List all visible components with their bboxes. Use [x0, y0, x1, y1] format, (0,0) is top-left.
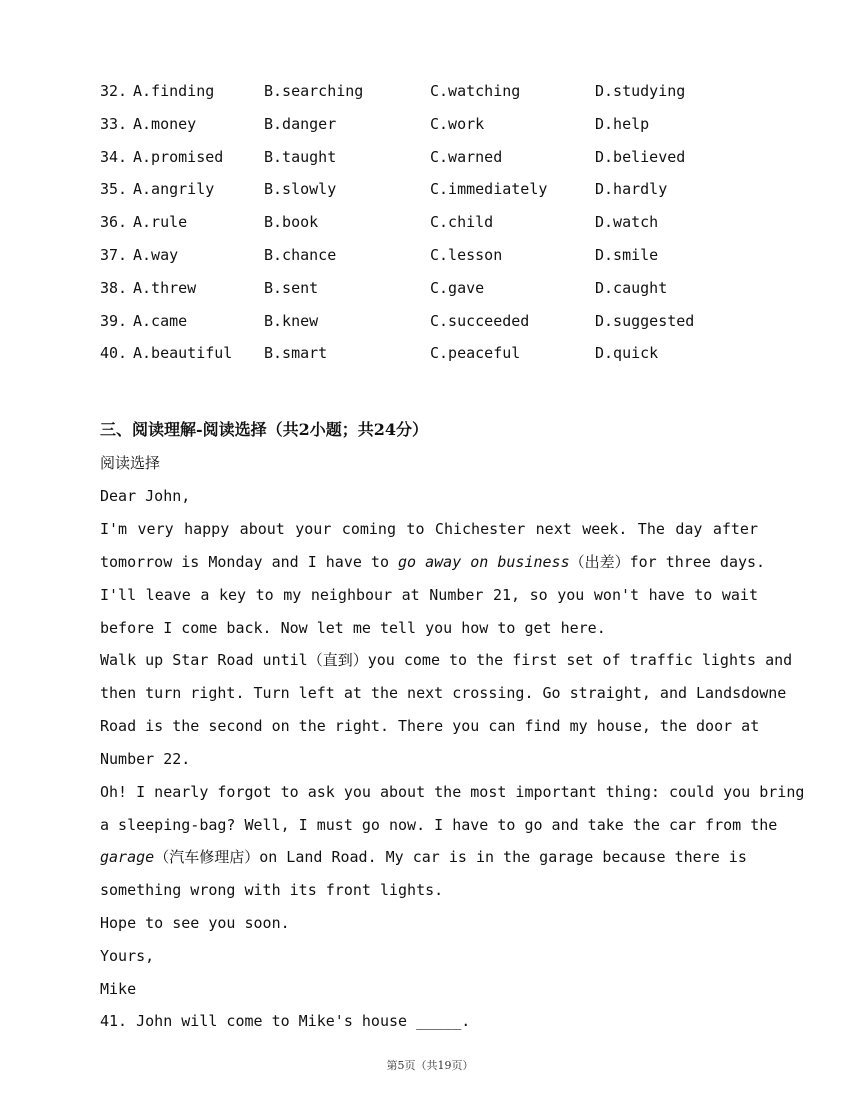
option-c: C.work: [430, 114, 485, 133]
letter-paragraph-3-line-4: something wrong with its front lights.: [100, 881, 444, 899]
option-row: [0, 210, 860, 234]
italic-phrase: go away on business: [398, 553, 570, 571]
option-c: C.peaceful: [430, 344, 521, 363]
option-a: A.threw: [133, 278, 197, 297]
option-a: A.money: [133, 114, 197, 133]
text: tomorrow is Monday and I have to: [100, 553, 399, 571]
option-a: A.way: [133, 246, 179, 264]
letter-paragraph-1-line-2: [100, 550, 780, 574]
option-b: B.taught: [264, 147, 337, 166]
option-row: [0, 177, 860, 201]
option-d: D.studying: [595, 82, 686, 100]
subheading: 阅读选择: [100, 454, 161, 472]
question-number: 37.: [100, 246, 128, 264]
chinese-gloss: （出差）: [569, 553, 630, 571]
letter-paragraph-3-line-2: a sleeping-bag? Well, I must go now. I have to go and take the car from the: [100, 816, 778, 834]
letter-paragraph-1-line-3: I'll leave a key to my neighbour at Number 21, so you won't have to wait: [100, 586, 758, 604]
option-d: D.hardly: [595, 180, 668, 199]
letter-signature: Mike: [100, 980, 137, 998]
letter-greeting: Dear John,: [100, 487, 191, 505]
option-d: D.believed: [595, 147, 686, 166]
option-c: C.watching: [430, 82, 521, 100]
letter-paragraph-3-line-1: Oh! I nearly forgot to ask you about the most important thing: could you bring: [100, 783, 805, 801]
letter-paragraph-1-line-1: I'm very happy about your coming to Chichester next week. The day after: [100, 520, 758, 538]
text: on Land Road. My car is in the garage because there is: [259, 848, 747, 866]
chinese-gloss: （直到）: [307, 651, 368, 669]
option-c: C.gave: [430, 278, 485, 297]
option-b: B.smart: [264, 344, 328, 363]
option-b: B.searching: [264, 82, 364, 100]
option-row: [0, 276, 860, 300]
option-a: A.beautiful: [133, 344, 233, 363]
option-d: D.watch: [595, 213, 659, 232]
option-b: B.slowly: [264, 180, 337, 199]
letter-valediction: Yours,: [100, 947, 155, 965]
letter-closing: Hope to see you soon.: [100, 914, 290, 932]
option-b: B.sent: [264, 278, 319, 297]
page-footer: 第5页（共19页）: [386, 1059, 474, 1072]
option-row: [0, 243, 860, 267]
letter-paragraph-2-line-4: Number 22.: [100, 750, 191, 768]
option-a: A.rule: [133, 213, 188, 232]
question-41: 41. John will come to Mike's house _____.: [100, 1012, 471, 1030]
section-heading: 三、阅读理解-阅读选择（共2小题；共24分）: [100, 420, 429, 439]
option-d: D.help: [595, 114, 650, 133]
option-b: B.book: [264, 213, 319, 232]
question-number: 40.: [100, 344, 128, 363]
question-number: 34.: [100, 147, 128, 166]
letter-paragraph-2-line-2: then turn right. Turn left at the next crossing. Go straight, and Landsdowne: [100, 684, 787, 702]
text: Walk up Star Road until: [100, 651, 308, 669]
question-number: 33.: [100, 114, 128, 133]
question-number: 38.: [100, 278, 128, 297]
option-row: [0, 145, 860, 169]
question-number: 36.: [100, 213, 128, 232]
option-d: D.suggested: [595, 311, 695, 330]
option-c: C.warned: [430, 147, 503, 166]
option-a: A.angrily: [133, 180, 215, 199]
letter-paragraph-2-line-3: Road is the second on the right. There you can find my house, the door at: [100, 717, 760, 735]
option-c: C.immediately: [430, 180, 548, 199]
option-a: A.came: [133, 311, 188, 330]
option-b: B.knew: [264, 311, 319, 330]
option-d: D.caught: [595, 278, 668, 297]
option-d: D.smile: [595, 246, 659, 264]
option-row: [0, 112, 860, 136]
question-number: 39.: [100, 311, 128, 330]
option-row: [0, 79, 860, 103]
italic-phrase: garage: [100, 848, 155, 866]
option-row: [0, 341, 860, 365]
letter-paragraph-2-line-1: [100, 648, 793, 672]
option-a: A.finding: [133, 82, 215, 100]
option-b: B.chance: [264, 246, 337, 264]
letter-paragraph-1-line-4: before I come back. Now let me tell you how to get here.: [100, 619, 606, 637]
question-number: 32.: [100, 82, 128, 100]
chinese-gloss: （汽车修理店）: [154, 848, 260, 866]
option-c: C.child: [430, 213, 494, 232]
option-row: [0, 309, 860, 333]
text: you come to the first set of traffic lights and: [367, 651, 793, 669]
option-b: B.danger: [264, 114, 337, 133]
letter-paragraph-3-line-3: [100, 845, 780, 869]
option-c: C.succeeded: [430, 311, 530, 330]
option-d: D.quick: [595, 344, 659, 363]
text: for three days.: [629, 553, 766, 571]
question-number: 35.: [100, 180, 128, 199]
option-a: A.promised: [133, 147, 224, 166]
option-c: C.lesson: [430, 246, 503, 264]
